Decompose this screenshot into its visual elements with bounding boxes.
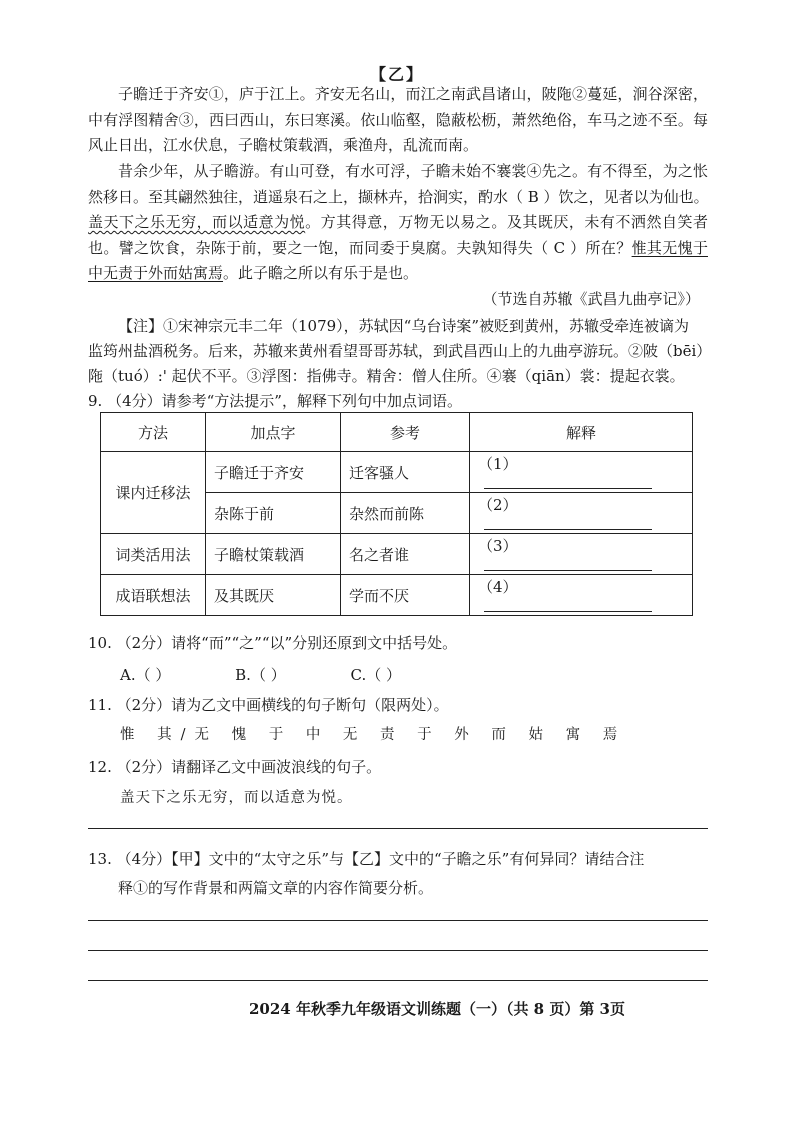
- section-tag: 【乙】: [369, 65, 424, 84]
- reference-cell: 学而不厌: [341, 575, 470, 616]
- passage-line: [88, 261, 708, 287]
- answer-number: （4）: [478, 577, 518, 596]
- table-header: 加点字: [206, 413, 341, 452]
- table-header: 参考: [341, 413, 470, 452]
- footnote-line: 陁（tuó）:' 起伏不平。③浮图：指佛寺。精舍：僧人住所。④褰（qiān）裳：提起衣裳。: [88, 367, 685, 385]
- phrase-cell: 杂陈于前: [206, 493, 341, 534]
- reference-cell: 名之者谁: [341, 534, 470, 575]
- answer-blank[interactable]: [484, 478, 652, 489]
- answer-line[interactable]: [88, 950, 708, 951]
- reference-cell: 杂然而前陈: [341, 493, 470, 534]
- passage-line: 风止日出，江水伏息，子瞻杖策载酒，乘渔舟，乱流而南。: [88, 136, 479, 154]
- page-footer: 2024 年秋季九年级语文训练题（一）（共 8 页）第 3页: [248, 1000, 625, 1018]
- question-10: 10. （2分）请将“而”“之”“以”分别还原到文中括号处。: [88, 634, 458, 652]
- passage-line: 中有浮图精舍③，西曰西山，东曰寒溪。依山临壑，隐蔽松枥，萧然绝俗，车马之迹不至。每: [88, 110, 708, 129]
- option-c[interactable]: C.（ ）: [350, 666, 401, 684]
- question-11: 11. （2分）请为乙文中画横线的句子断句（限两处）。: [88, 696, 449, 714]
- answer-number: （2）: [478, 495, 518, 514]
- answer-blank[interactable]: [484, 601, 652, 612]
- passage-line: 然移日。至其翩然独往，逍遥泉石之上，撷林卉，拾涧实，酌水（ B ）饮之，见者以为仙也。: [88, 187, 709, 206]
- question-13-line-2: 释①的写作背景和两篇文章的内容作简要分析。: [118, 879, 434, 897]
- passage-text: 也。譬之饮食，杂陈于前，要之一饱，而同委于臭腐。夫孰知得失（ C ）所在？: [88, 238, 632, 257]
- table-row: [101, 575, 693, 616]
- answer-blank[interactable]: [484, 560, 652, 571]
- passage-line: [88, 210, 708, 236]
- phrase-cell: 及其既厌: [206, 575, 341, 616]
- footnote-line: 监筠州盐酒税务。后来，苏辙来黄州看望哥哥苏轼，到武昌西山上的九曲亭游玩。②陂（bēi）: [88, 342, 712, 360]
- answer-line[interactable]: [88, 920, 708, 921]
- table-header-row: [101, 413, 693, 452]
- passage-line: 昔余少年，从子瞻游。有山可登，有水可浮，子瞻未始不褰裳④先之。有不得至，为之怅: [118, 162, 708, 180]
- passage-paragraph-2: [88, 159, 708, 287]
- passage-text: 。方其得意，万物无以易之。及其既厌，未有不洒然自笑者: [305, 213, 708, 231]
- question-10-options: [120, 664, 461, 685]
- footnotes: [88, 314, 710, 389]
- question-11-answer: 惟 其/无 愧 于 中 无 责 于 外 而 姑 寓 焉: [120, 727, 627, 743]
- answer-line[interactable]: [88, 828, 708, 829]
- phrase-cell: 子瞻迁于齐安: [206, 452, 341, 493]
- answer-number: （1）: [478, 454, 518, 473]
- passage-text: 。此子瞻之所以有乐于是也。: [223, 264, 419, 282]
- phrase-cell: 子瞻杖策载酒: [206, 534, 341, 575]
- passage-paragraph-1: [88, 82, 708, 159]
- answer-cell[interactable]: [470, 534, 693, 575]
- answer-cell[interactable]: [470, 493, 693, 534]
- answer-line[interactable]: [88, 980, 708, 981]
- option-b[interactable]: B.（ ）: [235, 666, 286, 684]
- answer-blank[interactable]: [484, 519, 652, 530]
- wavy-underlined-sentence: 盖天下之乐无穷，而以适意为悦: [88, 213, 306, 231]
- question-12: 12. （2分）请翻译乙文中画波浪线的句子。: [88, 758, 382, 776]
- question-13-line-1: 13. （4分）【甲】文中的“太守之乐”与【乙】文中的“子瞻之乐”有何异同？请结合注: [88, 850, 645, 868]
- underlined-sentence: 中无责于外而姑寓焉: [88, 264, 224, 282]
- table-row: [101, 534, 693, 575]
- passage-line: [88, 236, 708, 262]
- method-cell: 成语联想法: [101, 575, 206, 616]
- question-9: 9. （4分）请参考“方法提示”，解释下列句中加点词语。: [88, 392, 462, 410]
- footnote-line: 【注】①宋神宗元丰二年（1079），苏轼因“乌台诗案”被贬到黄州，苏辙受牵连被谪为: [118, 317, 690, 335]
- method-table: [100, 412, 693, 616]
- reference-cell: 迁客骚人: [341, 452, 470, 493]
- option-a[interactable]: A.（ ）: [120, 666, 171, 684]
- answer-cell[interactable]: [470, 452, 693, 493]
- method-cell: 词类活用法: [101, 534, 206, 575]
- passage-line: 子瞻迁于齐安①，庐于江上。齐安无名山，而江之南武昌诸山，陂陁②蔓延，涧谷深密，: [118, 85, 708, 103]
- underlined-sentence: 惟其无愧于: [631, 238, 708, 257]
- method-cell: 课内迁移法: [101, 452, 206, 534]
- answer-number: （3）: [478, 536, 518, 555]
- table-row: [101, 452, 693, 493]
- answer-cell[interactable]: [470, 575, 693, 616]
- source-citation: （节选自苏辙《武昌九曲亭记》）: [482, 290, 700, 308]
- table-header: 方法: [101, 413, 206, 452]
- table-header: 解释: [470, 413, 693, 452]
- question-12-answer: 盖天下之乐无穷，而以适意为悦。: [120, 790, 353, 806]
